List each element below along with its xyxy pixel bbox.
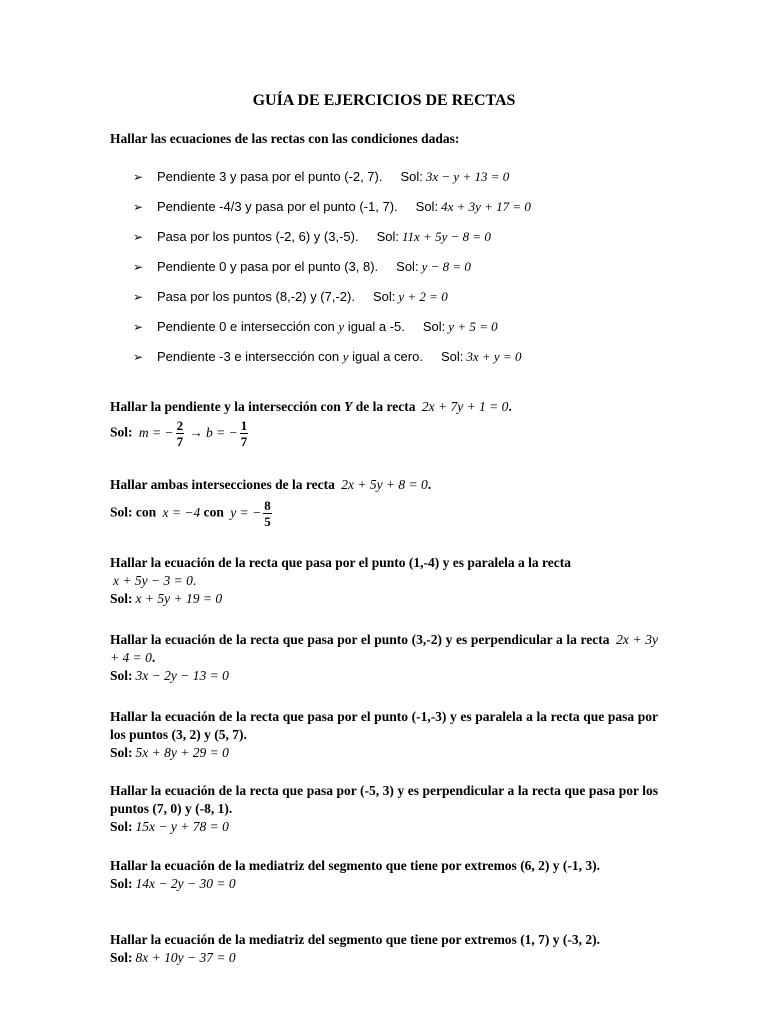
arrow-bullet-icon: ➢	[133, 200, 144, 214]
list-item	[133, 288, 693, 318]
solution-equation: 4x + 3y + 17 = 0	[441, 199, 531, 214]
solution-equation: 3x − 2y − 13 = 0	[135, 668, 229, 683]
exercise-text: Hallar la ecuación de la recta que pasa por el punto (3,-2) y es perpendicular a la recta	[110, 632, 610, 647]
solution-label: Sol:	[110, 591, 133, 606]
exercise-text: Pasa por los puntos (8,-2) y (7,-2).	[157, 289, 355, 304]
intercept-fraction: $\frac{8}{5}$	[264, 498, 271, 529]
line-equation: 2x + 3y + 4 = 0	[110, 632, 659, 665]
solution-label: Sol:	[376, 229, 399, 244]
solution-equation: → b = −	[189, 424, 238, 440]
solution-line: Sol: con x = −4 con y = − $\frac{8}{5}$	[110, 498, 271, 529]
intercept-fraction: $\frac{1}{7}$	[240, 418, 248, 449]
solution-line	[110, 744, 658, 762]
exercise-text: igual a cero.	[348, 349, 423, 364]
solution-equation: 8x + 10y − 37 = 0	[135, 950, 236, 965]
solution-label: Sol:	[110, 819, 133, 834]
solution-equation: 15x − y + 78 = 0	[135, 819, 229, 834]
variable: y	[338, 319, 345, 334]
solution-equation: y + 5 = 0	[448, 319, 498, 334]
solution-equation: 11x + 5y − 8 = 0	[402, 229, 491, 244]
exercise-block: Hallar la ecuación de la recta que pasa por el punto (1,-4) y es paralela a la recta x + 5y − 3 = 0. Sol: x + 5y + 19 = 0	[110, 554, 658, 608]
arrow-bullet-icon: ➢	[133, 290, 144, 304]
arrow-bullet-icon: ➢	[133, 170, 144, 184]
solution-equation: m = −	[138, 424, 174, 440]
exercise-text: Hallar ambas intersecciones de la recta	[110, 477, 335, 492]
exercise-text: Pasa por los puntos (-2, 6) y (3,-5).	[157, 229, 359, 244]
solution-equation: y + 2 = 0	[398, 289, 448, 304]
solution-line	[110, 667, 658, 685]
list-item	[133, 228, 693, 258]
list-item	[133, 198, 693, 228]
solution-equation: 14x − 2y − 30 = 0	[135, 876, 236, 891]
solution-line	[110, 590, 658, 608]
exercise-text: Pendiente 0 e intersección con	[157, 319, 339, 334]
arrow-bullet-icon: ➢	[133, 320, 144, 334]
solution-label: Sol:	[396, 259, 419, 274]
exercise-text: Hallar la ecuación de la recta que pasa por (-5, 3) y es perpendicular a la recta que pasa por los puntos (7, 0) y (-8, 1).	[110, 783, 658, 816]
solution-line	[110, 818, 658, 836]
section-intro: Hallar las ecuaciones de las rectas con las condiciones dadas:	[110, 131, 460, 146]
exercise-text: Pendiente 3 y pasa por el punto (-2, 7).	[157, 169, 383, 184]
arrow-bullet-icon: ➢	[133, 350, 144, 364]
solution-label: Sol:	[372, 289, 396, 304]
solution-label: Sol:	[110, 876, 133, 891]
exercise-list	[133, 168, 693, 378]
arrow-bullet-icon: ➢	[133, 260, 144, 274]
exercise-block	[110, 708, 658, 762]
solution-line	[110, 875, 658, 893]
exercise-block	[110, 931, 658, 967]
exercise-text: Hallar la ecuación de la recta que pasa por el punto (1,-4) y es paralela a la recta	[110, 555, 571, 570]
list-item	[133, 318, 693, 348]
solution-label: Sol:	[422, 319, 446, 334]
solution-label: Sol:	[400, 169, 423, 184]
line-equation: 2x + 7y + 1 = 0	[421, 399, 509, 414]
list-item	[133, 258, 693, 288]
solution-equation: 3x + y = 0	[466, 349, 522, 364]
list-item	[133, 348, 693, 378]
arrow-bullet-icon: ➢	[133, 230, 144, 244]
solution-label: Sol:	[440, 349, 464, 364]
solution-label: Sol:	[110, 950, 133, 965]
exercise-block: Hallar ambas intersecciones de la recta 2x + 5y + 8 = 0. Sol: con x = −4 con y = − $\frac{8}{5}$	[110, 476, 658, 529]
solution-equation: x = −4	[162, 504, 201, 520]
exercise-text: Hallar la ecuación de la recta que pasa por el punto (-1,-3) y es paralela a la recta que pasa por los puntos (3, 2) y (5, 7).	[110, 709, 658, 742]
line-equation: 2x + 5y + 8 = 0	[341, 477, 428, 492]
solution-label: Sol:	[110, 668, 133, 683]
exercise-block	[110, 782, 658, 836]
line-equation: x + 5y − 3 = 0	[113, 573, 193, 588]
exercise-block: Hallar la ecuación de la recta que pasa por el punto (3,-2) y es perpendicular a la recta 2x + 3y + 4 = 0. Sol: 3x − 2y − 13 = 0	[110, 632, 659, 683]
solution-label: Sol:	[415, 199, 439, 214]
solution-line	[110, 949, 658, 967]
exercise-text: Pendiente -4/3 y pasa por el punto (-1, 7).	[157, 199, 398, 214]
exercise-text: Pendiente -3 e intersección con	[157, 349, 343, 364]
variable: y	[342, 349, 349, 364]
solution-equation: y − 8 = 0	[421, 259, 471, 274]
exercise-text: Pendiente 0 y pasa por el punto (3, 8).	[157, 259, 379, 274]
solution-label: Sol:	[110, 745, 133, 760]
variable: Y	[344, 399, 353, 414]
exercise-block	[110, 857, 658, 893]
page-title: GUÍA DE EJERCICIOS DE RECTAS	[252, 92, 516, 109]
exercise-text: Hallar la ecuación de la mediatriz del segmento que tiene por extremos (6, 2) y (-1, 3).	[110, 858, 601, 873]
slope-fraction: $\frac{2}{7}$	[176, 418, 184, 449]
exercise-block: Hallar la pendiente y la intersección con Y de la recta 2x + 7y + 1 = 0. Sol: m = − $\frac{2}{7}$ → b = − $\frac{1}{7}$	[110, 398, 658, 449]
solution-label: Sol:	[110, 424, 133, 440]
solution-equation: 3x − y + 13 = 0	[425, 169, 510, 184]
exercise-text: Hallar la pendiente y la intersección con	[110, 399, 345, 414]
solution-equation: y = −	[230, 504, 262, 520]
solution-line	[110, 418, 658, 449]
solution-equation: 5x + 8y + 29 = 0	[135, 745, 229, 760]
list-item	[133, 168, 693, 198]
exercise-text: igual a -5.	[344, 319, 405, 334]
solution-equation: x + 5y + 19 = 0	[135, 591, 223, 606]
solution-label: Sol: con	[110, 504, 157, 520]
exercise-text: de la recta	[352, 399, 416, 414]
exercise-text: Hallar la ecuación de la mediatriz del segmento que tiene por extremos (1, 7) y (-3, 2).	[110, 932, 601, 947]
